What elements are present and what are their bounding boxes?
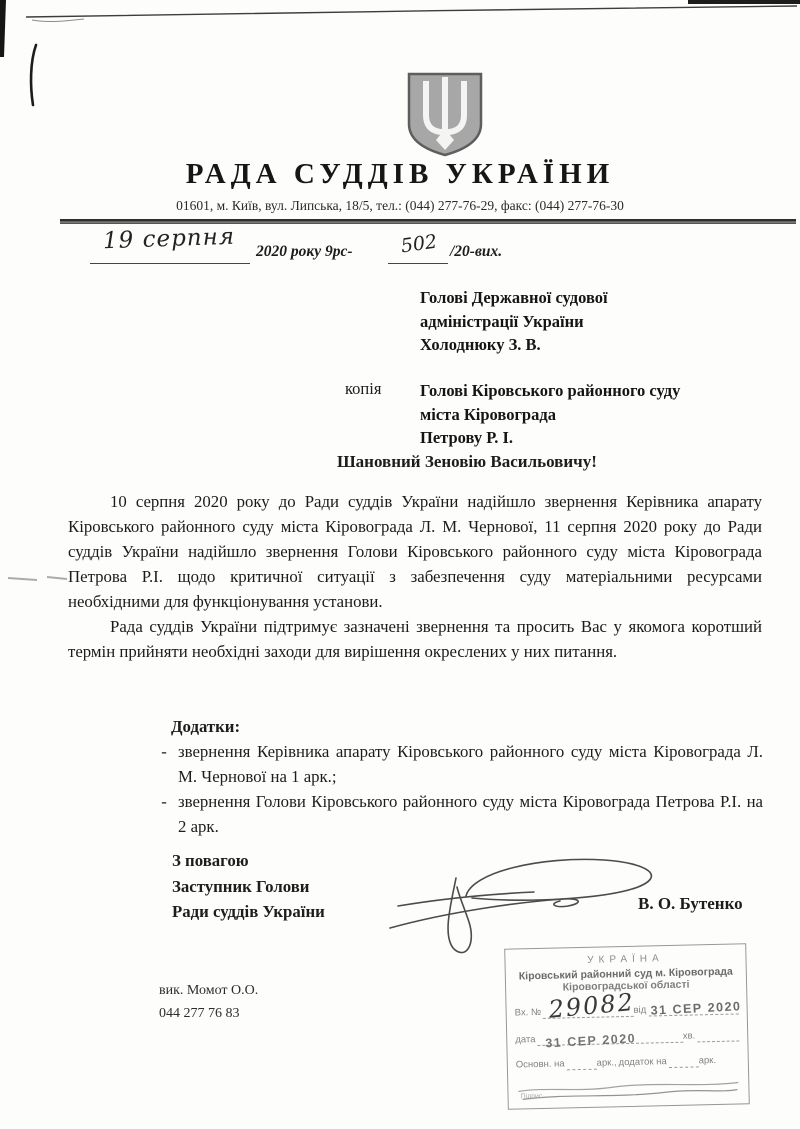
attachment-item	[150, 789, 763, 839]
date-underline	[90, 263, 250, 264]
date-stamp: 31 СЕР 2020	[649, 999, 742, 1018]
date-stamp: 31 СЕР 2020	[545, 1031, 637, 1051]
stamp-pages-row	[516, 1052, 740, 1071]
stamp-attachment-label: додаток на	[618, 1056, 667, 1069]
stamp-signature-label: Підпис	[520, 1092, 543, 1101]
stamp-date-label: дата	[515, 1034, 536, 1046]
attachments-section	[150, 714, 763, 839]
stamp-sheets-label: арк.,	[596, 1057, 617, 1069]
ukraine-trident-emblem	[402, 71, 488, 158]
handwritten-date: 19 серпня	[102, 223, 236, 255]
body-paragraph: Рада суддів України підтримує зазначені звернення та просить Вас у якомога коротший термін прийняти необхідні заходи для вирішення окреслених у них питання.	[68, 617, 762, 661]
attachments-heading: Додатки:	[171, 717, 241, 736]
signature-closing: З повагою	[172, 851, 249, 870]
body-paragraph: 10 серпня 2020 року до Ради суддів України надійшло звернення Керівника апарату Кіровського районного суду міста Кіровограда Л. М. Чернової, 11 серпня 2020 року до Ради суддів України надійшло звернення Голови Кіровського районного суду міста Кіровограда Петрова Р.І. щодо критичної ситуації з забезпечення суду матеріальними ресурсами необхідними для функціонування установи.	[68, 492, 762, 611]
ref-number-suffix: /20-вих.	[450, 243, 503, 260]
stamp-incoming-label: Вх. №	[514, 1006, 542, 1019]
stamp-incoming-date-line	[648, 999, 742, 1018]
number-underline	[388, 263, 448, 264]
stamp-country: УКРАЇНА	[587, 953, 664, 966]
pen-stroke-mark	[31, 45, 36, 105]
stamp-court-region: Кіровоградської області	[562, 978, 690, 994]
recipient-copy	[420, 379, 680, 450]
list-dash: -	[161, 742, 167, 761]
handwritten-incoming-number: 29082	[547, 987, 637, 1024]
stamp-court-name: Кіровський районний суд м. Кіровограда	[518, 965, 733, 983]
executor-name: вик. Момот О.О.	[159, 983, 259, 998]
stamp-date-line	[537, 1029, 683, 1051]
incoming-registration-stamp	[504, 943, 750, 1109]
recipient-copy-line: Голові Кіровського районного суду	[420, 381, 681, 400]
recipient-copy-line: міста Кіровограда	[420, 404, 556, 424]
signature-title-line: Заступник Голови	[172, 876, 310, 896]
stamp-signature-squiggle	[516, 1078, 740, 1103]
signature-block	[172, 848, 325, 925]
recipient-copy-line: Петрову Р. І.	[420, 428, 514, 447]
stamp-time-line	[697, 1027, 739, 1042]
recipient-primary-line: Голові Державної судової	[420, 288, 608, 307]
signer-name: В. О. Бутенко	[638, 894, 743, 913]
header-rule	[60, 219, 796, 224]
attachment-text: звернення Голови Кіровського районного суду міста Кіровограда Петрова Р.І. на 2 арк.	[178, 792, 763, 836]
stamp-date-row	[515, 1027, 739, 1051]
recipient-primary-line: Холоднюку З. В.	[420, 335, 541, 354]
stamp-incoming-row	[514, 987, 742, 1024]
stamp-incoming-number-line	[543, 987, 637, 1024]
attachment-item	[150, 739, 763, 789]
stamp-attachment-line	[669, 1053, 699, 1068]
stamp-main-line	[566, 1056, 596, 1071]
letter-body	[68, 489, 762, 664]
stamp-main-label: Основн. на	[515, 1058, 565, 1071]
recipient-primary-line: адміністрації України	[420, 311, 584, 331]
left-margin-dash-artifact	[8, 577, 67, 580]
handwritten-outgoing-number: 502	[399, 230, 439, 258]
org-name: РАДА СУДДІВ УКРАЇНИ	[185, 158, 615, 190]
stamp-signature-area	[516, 1078, 740, 1103]
copy-label: копія	[345, 379, 382, 398]
recipient-primary	[420, 286, 608, 357]
stamp-from-label: від	[633, 1004, 647, 1016]
salutation: Шановний Зеновію Васильовичу!	[337, 452, 597, 471]
stamp-sheets-label: арк.	[698, 1054, 717, 1067]
signature-title-line: Ради суддів України	[172, 902, 325, 921]
stamp-time-label: хв.	[682, 1030, 696, 1042]
attachment-text: звернення Керівника апарату Кіровського районного суду міста Кіровограда Л. М. Чернової на 1 арк.;	[178, 742, 763, 786]
executor-phone: 044 277 76 83	[159, 1006, 240, 1021]
executor-info	[159, 979, 258, 1025]
ref-number-prefix: 2020 року 9рс-	[256, 243, 353, 260]
list-dash: -	[161, 792, 167, 811]
org-address: 01601, м. Київ, вул. Липська, 18/5, тел.: (044) 277-76-29, факс: (044) 277-76-30	[176, 198, 624, 213]
